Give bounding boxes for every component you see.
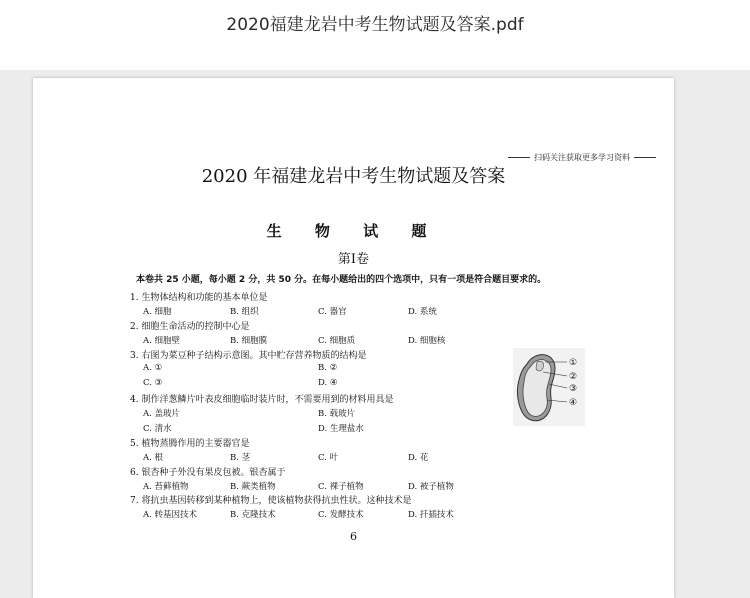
diagram-label-2: ② — [569, 372, 578, 382]
question-1-option-b: B. 组织 — [230, 307, 259, 317]
question-5-option-a: A. 根 — [143, 453, 164, 463]
page-number: 6 — [350, 530, 357, 543]
question-2-stem: 2. 细胞生命活动的控制中心是 — [130, 322, 250, 332]
viewer-header — [0, 0, 750, 70]
question-4-option-d: D. 生理盐水 — [318, 424, 364, 434]
question-6-option-a: A. 苔藓植物 — [143, 482, 189, 492]
question-2-option-d: D. 细胞核 — [408, 336, 446, 346]
question-5-stem: 5. 植物蒸腾作用的主要器官是 — [130, 439, 250, 449]
question-7-option-c: C. 发酵技术 — [318, 510, 364, 520]
subject-heading: 生 物 试 题 — [266, 222, 441, 240]
bean-seed-diagram — [513, 348, 585, 426]
question-3-option-c: C. ③ — [143, 378, 163, 388]
question-7-option-b: B. 克隆技术 — [230, 510, 276, 520]
question-6-stem: 6. 银杏种子外没有果皮包被。银杏属于 — [130, 468, 286, 478]
tagline-dash-left — [508, 157, 530, 158]
question-1-option-a: A. 细胞 — [143, 307, 172, 317]
diagram-label-1: ① — [569, 358, 578, 368]
question-3-option-b: B. ② — [318, 363, 338, 373]
question-2-option-c: C. 细胞质 — [318, 336, 356, 346]
diagram-label-3: ③ — [569, 384, 578, 394]
question-4-stem: 4. 制作洋葱鳞片叶表皮细胞临时装片时，不需要用到的材料用具是 — [130, 395, 394, 405]
question-2-option-a: A. 细胞壁 — [143, 336, 181, 346]
question-3-option-a: A. ① — [143, 363, 163, 373]
question-7-stem: 7. 将抗虫基因转移到某种植物上，使该植物获得抗虫性状。这种技术是 — [130, 496, 412, 506]
question-6-option-d: D. 被子植物 — [408, 482, 454, 492]
question-1-option-c: C. 器官 — [318, 307, 347, 317]
question-1-stem: 1. 生物体结构和功能的基本单位是 — [130, 293, 268, 303]
question-3-option-d: D. ④ — [318, 378, 338, 388]
instructions: 本卷共 25 小题，每小题 2 分，共 50 分。在每小题给出的四个选项中，只有一项是符合题目要求的。 — [136, 275, 547, 285]
question-7-option-a: A. 转基因技术 — [143, 510, 198, 520]
exam-title: 2020 年福建龙岩中考生物试题及答案 — [201, 166, 506, 187]
question-4-option-a: A. 盖玻片 — [143, 409, 181, 419]
volume-heading: 第Ⅰ卷 — [337, 252, 370, 267]
question-5-option-c: C. 叶 — [318, 453, 339, 463]
question-6-option-b: B. 蕨类植物 — [230, 482, 276, 492]
question-4-option-c: C. 清水 — [143, 424, 172, 434]
question-1-option-d: D. 系统 — [408, 307, 437, 317]
pdf-page — [33, 78, 674, 598]
tagline-text: 扫码关注获取更多学习资料 — [534, 153, 630, 162]
question-3-stem: 3. 右图为菜豆种子结构示意图。其中贮存营养物质的结构是 — [130, 351, 367, 361]
question-6-option-c: C. 裸子植物 — [318, 482, 364, 492]
tagline-dash-right — [634, 157, 656, 158]
document-title: 2020福建龙岩中考生物试题及答案.pdf — [226, 15, 524, 35]
question-7-option-d: D. 扦插技术 — [408, 510, 454, 520]
question-5-option-d: D. 花 — [408, 453, 429, 463]
question-2-option-b: B. 细胞膜 — [230, 336, 268, 346]
question-4-option-b: B. 载玻片 — [318, 409, 356, 419]
question-5-option-b: B. 茎 — [230, 453, 251, 463]
diagram-label-4: ④ — [569, 398, 578, 408]
